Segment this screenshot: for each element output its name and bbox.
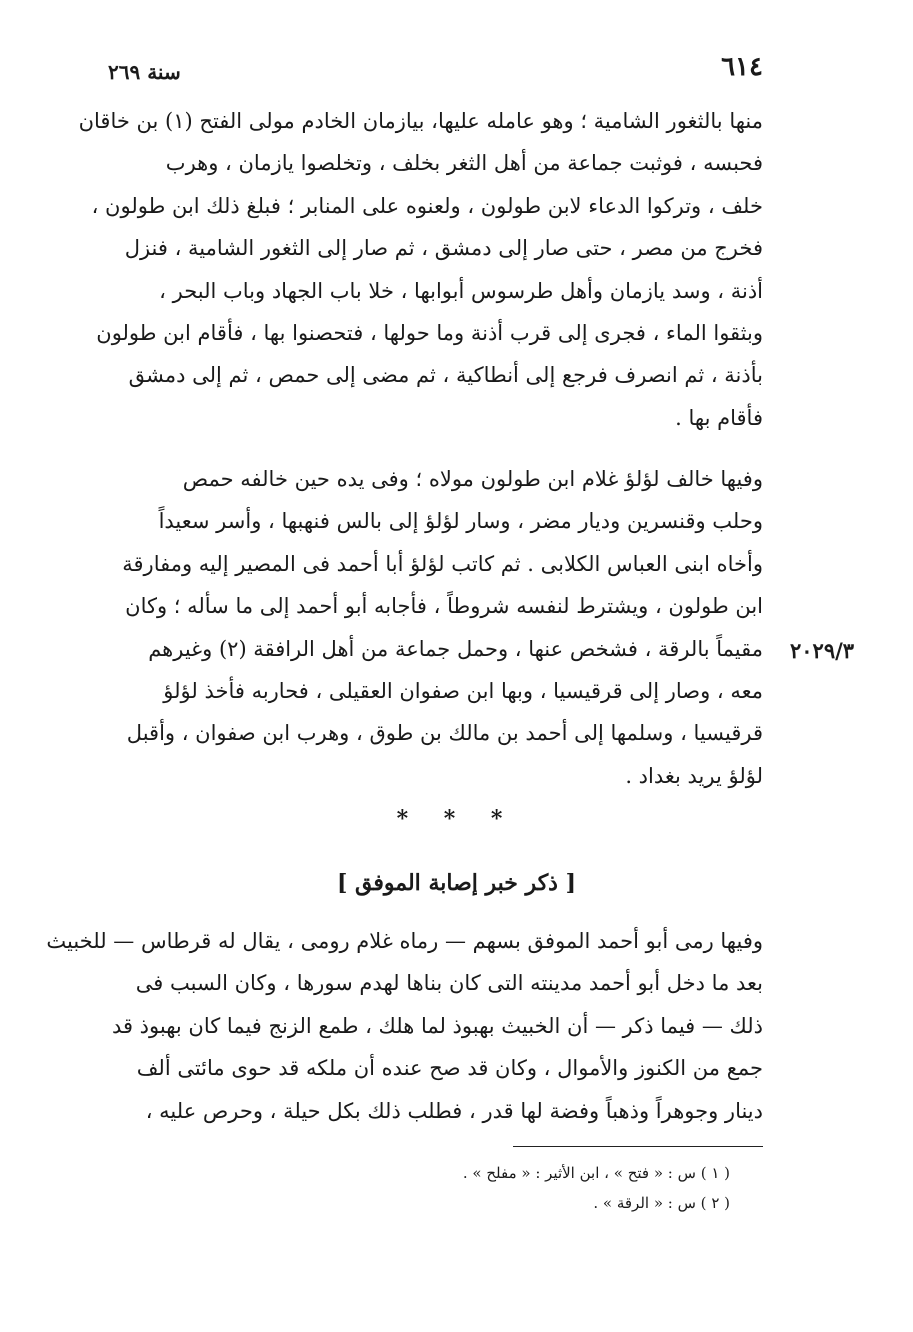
page-number: ٦١٤ — [721, 52, 763, 82]
text-line: فخرج من مصر ، حتى صار إلى دمشق ، ثم صار إلى الثغور الشامية ، فنزل — [124, 236, 763, 261]
text-line: مقيماً بالرقة ، فشخص عنها ، وحمل جماعة من أهل الرافقة (٢) وغيرهم — [148, 636, 763, 661]
section-title: [ ذكر خبر إصابة الموفق ] — [336, 870, 577, 896]
text-line: ذلك — فيما ذكر — أن الخبيث بهبوذ لما هلك ، طمع الزنج فيما كان بهبوذ قد — [111, 1013, 763, 1038]
text-line: بعد ما دخل أبو أحمد مدينته التى كان بناها لهدم سورها ، وكان السبب فى — [135, 971, 763, 996]
text-line: قرقيسيا ، وسلمها إلى أحمد بن مالك بن طوق ، وهرب ابن صفوان ، وأقبل — [126, 721, 763, 746]
text-line: دينار وجوهراً وذهباً وفضة لها قدر ، فطلب ذلك بكل حيلة ، وحرص عليه ، — [145, 1098, 763, 1123]
page-header — [108, 52, 763, 92]
text-line: ابن طولون ، ويشترط لنفسه شروطاً ، فأجابه أبو أحمد إلى ما سأله ؛ وكان — [125, 594, 763, 619]
text-line: خلف ، وتركوا الدعاء لابن طولون ، ولعنوه على المنابر ؛ فبلغ ذلك ابن طولون ، — [91, 193, 763, 218]
text-line: وفيها خالف لؤلؤ غلام ابن طولون مولاه ؛ وفى يده حين خالفه حمص — [182, 467, 763, 491]
text-line: وأخاه ابنى العباس الكلابى . ثم كاتب لؤلؤ أبا أحمد فى المصير إليه ومفارقة — [122, 551, 763, 576]
footnote-2: ( ٢ ) س : « الرقة » . — [593, 1194, 730, 1212]
text-line: معه ، وصار إلى قرقيسيا ، وبها ابن صفوان العقيلى ، فحاربه فأخذ لؤلؤ — [163, 678, 763, 703]
footnotes — [300, 1158, 730, 1218]
text-line: وحلب وقنسرين وديار مضر ، وسار لؤلؤ إلى بالس فنهبها ، وأسر سعيداً — [158, 509, 763, 534]
text-line: أذنة ، وسد يازمان وأهل طرسوس أبوابها ، خلا باب الجهاد وباب البحر ، — [159, 278, 763, 303]
paragraph-3 — [46, 920, 763, 1132]
paragraph-2 — [108, 458, 763, 797]
text-line: فأقام بها . — [675, 405, 763, 430]
text-line: بأذنة ، ثم انصرف فرجع إلى أنطاكية ، ثم مضى إلى حمص ، ثم إلى دمشق — [128, 363, 763, 388]
text-line: جمع من الكنوز والأموال ، وكان قد صح عنده أن ملكه قد حوى مائتى ألف — [136, 1056, 763, 1081]
paragraph-1 — [78, 100, 763, 439]
text-line: فحبسه ، فوثبت جماعة من أهل الثغر بخلف ، وتخلصوا يازمان ، وهرب — [165, 151, 763, 176]
margin-reference: ٢٠٢٩/٣ — [790, 638, 855, 663]
text-line: منها بالثغور الشامية ؛ وهو عامله عليها، بيازمان الخادم مولى الفتح (١) بن خاقان — [78, 109, 763, 133]
text-line: وبثقوا الماء ، فجرى إلى قرب أذنة وما حولها ، فتحصنوا بها ، فأقام ابن طولون — [96, 320, 763, 345]
text-line: لؤلؤ يريد بغداد . — [625, 763, 763, 788]
year-label: سنة ٢٦٩ — [108, 60, 181, 84]
footnote-divider — [513, 1146, 763, 1147]
footnote-1: ( ١ ) س : « فتح » ، ابن الأثير : « مفلح » . — [462, 1164, 730, 1182]
section-separator: * * * — [396, 806, 517, 832]
text-line: وفيها رمى أبو أحمد الموفق بسهم — رماه غلام رومى ، يقال له قرطاس — للخبيث — [46, 929, 763, 953]
